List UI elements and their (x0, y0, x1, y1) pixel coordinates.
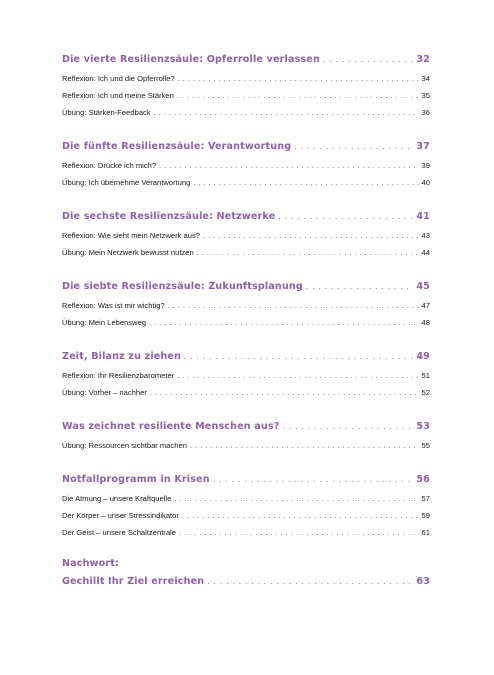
dot-leader (168, 298, 419, 314)
toc-heading-page: 41 (416, 211, 430, 222)
dot-leader (177, 368, 418, 384)
dot-leader (278, 206, 413, 227)
dot-leader (193, 175, 418, 191)
toc-entry-page: 57 (421, 494, 430, 503)
toc-heading-title: Notfallprogramm in Krisen (62, 474, 210, 485)
toc-heading-page: 56 (416, 474, 430, 485)
toc-entry-title: Übung: Mein Netzwerk bewusst nutzen (62, 248, 194, 257)
toc-entry-title: Übung: Ich übernehme Verantwortung (62, 178, 191, 187)
toc-entry[interactable] (62, 384, 430, 401)
dot-leader (197, 245, 419, 261)
toc-entry-page: 48 (421, 318, 430, 327)
toc-heading-page: 45 (416, 281, 430, 292)
dot-leader (150, 385, 419, 401)
toc-entry-title: Die Atmung – unsere Kraftquelle (62, 494, 172, 503)
dot-leader (178, 71, 419, 87)
dot-leader (179, 525, 419, 541)
toc-section (62, 276, 430, 331)
toc-entry[interactable] (62, 244, 430, 261)
toc-entry[interactable] (62, 70, 430, 87)
toc-heading-page: 63 (416, 576, 430, 587)
toc-heading-title: Zeit, Bilanz zu ziehen (62, 351, 182, 362)
toc-entry-title: Reflexion: Ich und meine Stärken (62, 91, 174, 100)
toc-entry[interactable] (62, 104, 430, 121)
dot-leader (213, 469, 414, 490)
toc-entry-title: Übung: Stärken-Feedback (62, 108, 151, 117)
toc-heading[interactable] (62, 346, 430, 367)
toc-entry[interactable] (62, 87, 430, 104)
toc-section (62, 206, 430, 261)
toc-entry-page: 40 (421, 178, 430, 187)
toc-entry-page: 44 (421, 248, 430, 257)
toc-entry-title: Reflexion: Wie sieht mein Netzwerk aus? (62, 231, 201, 240)
dot-leader (203, 228, 419, 244)
toc-heading[interactable] (62, 276, 430, 297)
toc-heading-title: Was zeichnet resiliente Menschen aus? (62, 421, 280, 432)
toc-heading-page: 37 (416, 141, 430, 152)
toc-entry-page: 55 (421, 441, 430, 450)
dot-leader (294, 136, 413, 157)
toc-heading[interactable] (62, 49, 430, 70)
toc-heading[interactable] (62, 416, 430, 437)
toc-entry-page: 34 (421, 74, 430, 83)
toc-section (62, 346, 430, 401)
dot-leader (154, 105, 419, 121)
toc-entry-title: Übung: Ressourcen sichtbar machen (62, 441, 187, 450)
toc-entry[interactable] (62, 157, 430, 174)
toc-entry-page: 51 (421, 371, 430, 380)
toc-entry[interactable] (62, 437, 430, 454)
dot-leader (177, 88, 419, 104)
toc-entry-title: Der Körper – unser Stressindikator (62, 511, 179, 520)
toc-entry[interactable] (62, 227, 430, 244)
toc-entry[interactable] (62, 507, 430, 524)
toc-heading[interactable] (62, 469, 430, 490)
toc-heading-title: Die vierte Resilienzsäule: Opferrolle verlassen (62, 54, 320, 65)
dot-leader (149, 315, 419, 331)
nachwort-label-text: Nachwort: (62, 558, 119, 569)
toc-section (62, 136, 430, 191)
toc-entry-page: 36 (421, 108, 430, 117)
toc-entry-title: Reflexion: Drücke ich mich? (62, 161, 157, 170)
dot-leader (174, 491, 418, 507)
toc-entry-title: Übung: Mein Lebensweg (62, 318, 147, 327)
toc-entry-page: 59 (421, 511, 430, 520)
dot-leader (306, 276, 413, 297)
toc-entry-page: 52 (421, 388, 430, 397)
toc-heading-page: 32 (416, 54, 430, 65)
toc-heading[interactable] (62, 206, 430, 227)
toc-entry-page: 39 (421, 161, 430, 170)
toc-entry-title: Reflexion: Ihr Resilienzbarometer (62, 371, 175, 380)
toc-entry[interactable] (62, 524, 430, 541)
toc-heading-title: Die siebte Resilienzsäule: Zukunftsplanung (62, 281, 303, 292)
toc-heading-title: Gechillt Ihr Ziel erreichen (62, 576, 205, 587)
toc-entry-page: 47 (421, 301, 430, 310)
toc-entry-page: 43 (421, 231, 430, 240)
toc-entry[interactable] (62, 367, 430, 384)
toc-entry-page: 35 (421, 91, 430, 100)
dot-leader (282, 416, 413, 437)
dot-leader (159, 158, 418, 174)
toc-entry-title: Reflexion: Was ist mir wichtig? (62, 301, 165, 310)
dot-leader (182, 508, 419, 524)
nachwort-label (62, 556, 430, 571)
toc-entry-title: Übung: Vorher – nachher (62, 388, 147, 397)
dot-leader (184, 346, 413, 367)
toc-heading-title: Die fünfte Resilienzsäule: Verantwortung (62, 141, 292, 152)
dot-leader (323, 49, 413, 70)
toc-heading[interactable] (62, 571, 430, 592)
toc-entry-page: 61 (421, 528, 430, 537)
toc-heading[interactable] (62, 136, 430, 157)
toc-section (62, 416, 430, 454)
toc-heading-page: 53 (416, 421, 430, 432)
toc-entry[interactable] (62, 314, 430, 331)
toc-entry[interactable] (62, 174, 430, 191)
toc-heading-page: 49 (416, 351, 430, 362)
toc-section-nachwort (62, 556, 430, 592)
toc-heading-title: Die sechste Resilienzsäule: Netzwerke (62, 211, 276, 222)
toc-entry-title: Der Geist – unsere Schaltzentrale (62, 528, 176, 537)
dot-leader (207, 571, 413, 592)
table-of-contents (62, 49, 430, 607)
toc-entry[interactable] (62, 490, 430, 507)
toc-entry[interactable] (62, 297, 430, 314)
toc-entry-title: Reflexion: Ich und die Opferrolle? (62, 74, 175, 83)
toc-section (62, 49, 430, 121)
dot-leader (190, 438, 419, 454)
toc-section (62, 469, 430, 541)
